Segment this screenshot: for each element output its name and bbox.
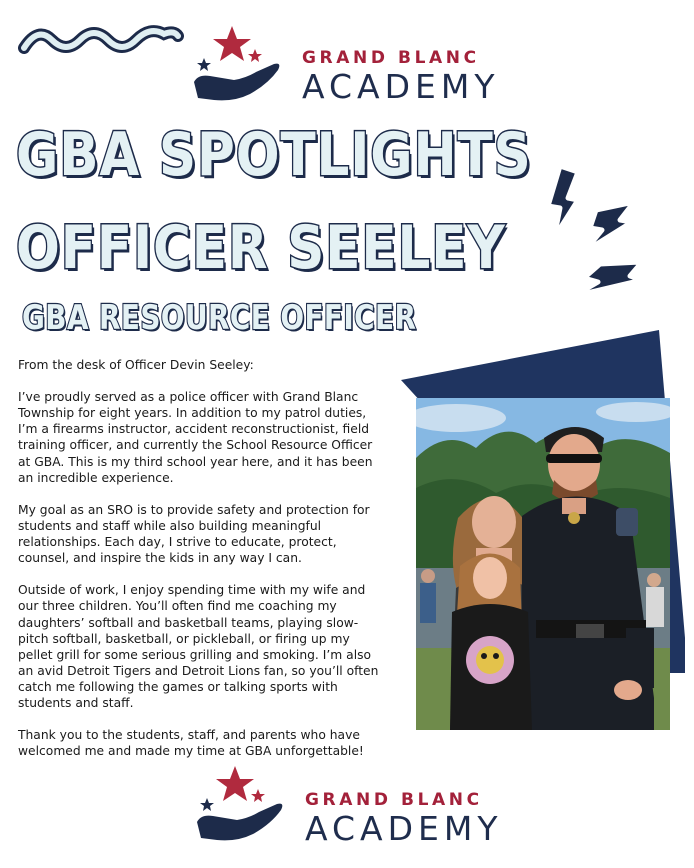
lightning-bolt-icon — [538, 160, 658, 305]
logo-line-academy: ACADEMY — [302, 67, 500, 106]
article-paragraph: I’ve proudly served as a police officer with Grand Blanc Township for eight years. In addition to my patrol duties, I’m a firearms instructor, accident reconstructionist, field training officer, and currently the School Resource Officer at GBA. This is my third school year here, and it has been an incredible experience. — [18, 390, 373, 485]
article-intro: From the desk of Officer Devin Seeley: — [18, 358, 254, 372]
article-paragraph: Outside of work, I enjoy spending time with my wife and our three children. You’ll often find me coaching my daughters’ softball and basketball teams, playing slow-pitch softball, basketball, or pickleball, or firing up my pellet grill for some serious grilling and smoking. I’m also an avid Detroit Tigers and Detroit Lions fan, so you’ll often catch me following the games or talking sports with students and staff. — [18, 583, 379, 710]
star-icon — [248, 49, 262, 62]
star-icon — [200, 798, 214, 811]
logo-line-grand-blanc: GRAND BLANC — [302, 48, 480, 68]
title-spotlights: GBA SPOTLIGHTS — [16, 120, 532, 190]
academy-logo-mark — [190, 24, 286, 110]
star-icon — [197, 58, 211, 71]
academy-logo-mark-footer — [193, 764, 289, 850]
article-paragraph: Thank you to the students, staff, and parents who have welcomed me and made my time at GBA unforgettable! — [18, 728, 364, 759]
officer-family-photo — [416, 398, 670, 730]
star-icon — [216, 766, 254, 801]
wave-icon — [18, 22, 184, 56]
title-officer-name: OFFICER SEELEY — [16, 213, 506, 283]
academy-logo-text — [302, 48, 500, 106]
logo-line-academy: ACADEMY — [305, 809, 503, 848]
star-icon — [251, 789, 265, 802]
logo-line-grand-blanc: GRAND BLANC — [305, 790, 483, 810]
article-body — [18, 357, 382, 775]
subtitle-role: GBA RESOURCE OFFICER — [22, 298, 417, 338]
academy-logo-text-footer — [305, 790, 503, 848]
article-paragraph: My goal as an SRO is to provide safety and protection for students and staff while also building meaningful relationships. Each day, I strive to educate, protect, counsel, and inspire the kids in any way I can. — [18, 502, 370, 566]
star-icon — [213, 26, 251, 61]
